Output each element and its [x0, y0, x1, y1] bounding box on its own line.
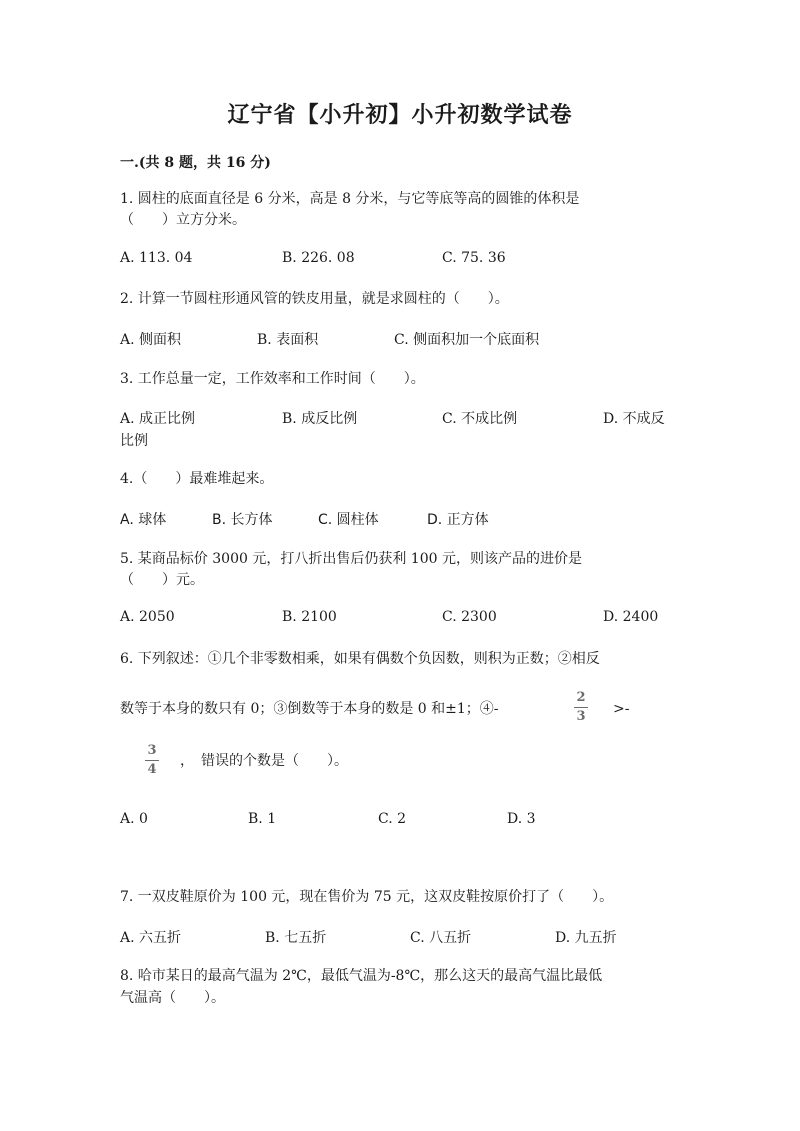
question-1-option-a: A. 113. 04	[120, 250, 193, 266]
question-5-line-1: 5. 某商品标价 3000 元，打八折出售后仍获利 100 元，则该产品的进价是	[120, 551, 582, 567]
fraction-bar	[145, 760, 159, 761]
fraction-denominator: 3	[576, 709, 586, 724]
question-4-option-a: A. 球体	[120, 512, 167, 528]
fraction-denominator: 4	[147, 762, 157, 777]
question-6-option-b: B. 1	[248, 811, 277, 827]
question-7-option-b: B. 七五折	[265, 930, 327, 946]
fraction-two-thirds	[574, 690, 588, 725]
question-2-option-b: B. 表面积	[257, 332, 319, 348]
question-6-line-2: 数等于本身的数只有 0；③倒数等于本身的数是 0 和±1；④-	[120, 701, 499, 717]
fraction-three-quarters	[145, 743, 159, 778]
question-2-line-1: 2. 计算一节圆柱形通风管的铁皮用量，就是求圆柱的（ ）。	[120, 291, 509, 307]
question-1-line-1: 1. 圆柱的底面直径是 6 分米，高是 8 分米，与它等底等高的圆锥的体积是	[120, 191, 580, 207]
question-6-option-a: A. 0	[120, 811, 148, 827]
question-6-option-c: C. 2	[378, 811, 407, 827]
question-1-option-c: C. 75. 36	[442, 250, 506, 266]
question-3-option-d: D. 不成反	[603, 411, 665, 427]
question-5-option-c: C. 2300	[442, 609, 497, 625]
question-1-option-b: B. 226. 08	[282, 250, 355, 266]
question-7-option-c: C. 八五折	[410, 930, 472, 946]
question-3-option-c: C. 不成比例	[442, 411, 518, 427]
question-2-option-a: A. 侧面积	[120, 332, 182, 348]
question-7-option-a: A. 六五折	[120, 930, 182, 946]
fraction-numerator: 3	[147, 743, 157, 758]
question-8-line-1: 8. 哈市某日的最高气温为 2℃，最低气温为-8℃，那么这天的最高气温比最低	[120, 968, 603, 984]
question-5-option-b: B. 2100	[282, 609, 337, 625]
question-6-line-3: ， 错误的个数是（ ）。	[180, 753, 348, 769]
question-5-line-2: （ ）元。	[120, 572, 204, 588]
question-4-line-1: 4.（ ）最难堆起来。	[120, 471, 274, 487]
question-5-option-a: A. 2050	[120, 609, 175, 625]
page-title: 辽宁省【小升初】小升初数学试卷	[227, 102, 573, 128]
question-4-option-b: B. 长方体	[212, 512, 273, 528]
question-7-option-d: D. 九五折	[555, 930, 617, 946]
question-7-line-1: 7. 一双皮鞋原价为 100 元，现在售价为 75 元，这双皮鞋按原价打了（ ）。	[120, 889, 614, 905]
question-6-greater-than: >-	[613, 701, 630, 717]
question-1-line-2: （ ）立方分米。	[120, 212, 246, 228]
question-3-option-b: B. 成反比例	[282, 411, 358, 427]
question-3-option-a: A. 成正比例	[120, 411, 196, 427]
question-2-option-c: C. 侧面积加一个底面积	[394, 332, 540, 348]
fraction-bar	[574, 707, 588, 708]
section-heading: 一.(共 8 题，共 16 分)	[120, 155, 271, 171]
question-6-option-d: D. 3	[507, 811, 536, 827]
question-8-line-2: 气温高（ ）。	[120, 990, 225, 1006]
question-5-option-d: D. 2400	[603, 609, 659, 625]
question-3-line-1: 3. 工作总量一定，工作效率和工作时间（ ）。	[120, 371, 425, 387]
question-4-option-c: C. 圆柱体	[318, 512, 379, 528]
fraction-numerator: 2	[576, 690, 586, 705]
question-6-line-1: 6. 下列叙述：①几个非零数相乘，如果有偶数个负因数，则积为正数；②相反	[120, 651, 600, 667]
question-4-option-d: D. 正方体	[427, 512, 489, 528]
question-3-option-d-wrap: 比例	[120, 433, 148, 449]
